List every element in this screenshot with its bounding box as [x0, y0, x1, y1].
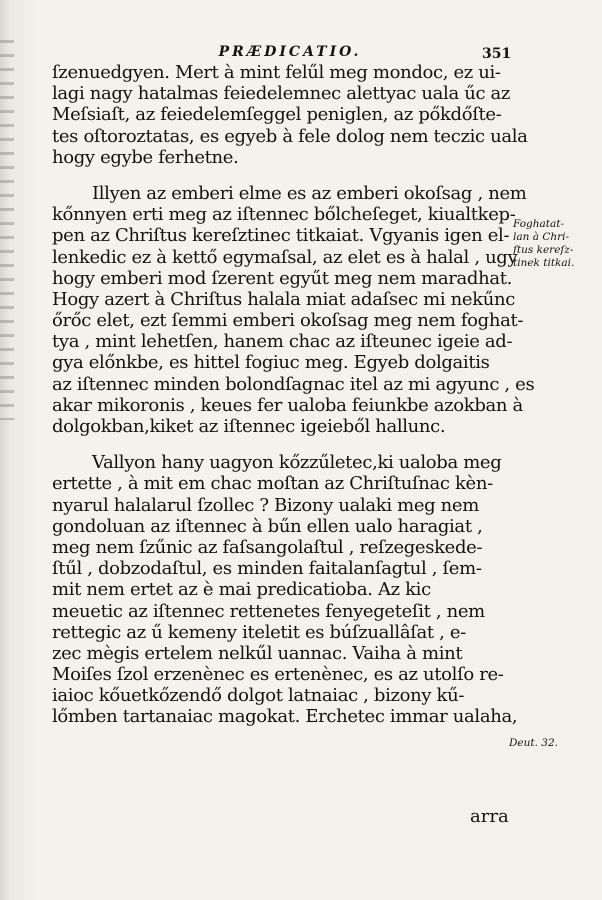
text-line: pen az Chriſtus kereſztinec titkaiat. Vgyanis igen el-	[52, 225, 510, 247]
text-line: iaioc kőuetkőzendő dolgot latnaiac , bizony kű-	[52, 685, 465, 707]
text-line: kőnnyen erti meg az iſtennec bőlcheſeget, kiualtkep-	[52, 204, 516, 226]
text-line: az iſtennec minden bolondſagnac itel az mi agyunc , es	[52, 373, 535, 395]
text-line: rettegic az ű kemeny iteletit es búſzuallâſat , e-	[52, 621, 466, 643]
text-line: meuetic az iſtennec rettenetes fenyegeteſit , nem	[52, 600, 485, 622]
running-head: PRÆDICATIO.	[218, 44, 362, 60]
text-line: ertette , à mit em chac moſtan az Chriſtuſnac kèn-	[52, 473, 493, 495]
text-line: lagi nagy hatalmas feiedelemnec alettyac uala űc az	[52, 83, 511, 105]
text-line: Hogy azert à Chriſtus halala miat adaſsec mi nekűnc	[52, 288, 515, 310]
text-line: zec mègis ertelem nelkűl uannac. Vaiha à mint	[52, 642, 463, 664]
margin-note-foghatatlan	[513, 218, 601, 270]
main-text	[52, 62, 535, 728]
text-line: ſtűl , dobzodaſtul, es minden faitalanſagtul , ſem-	[52, 558, 482, 580]
text-line: Vallyon hany uagyon kőzzűletec,ki ualoba meg	[92, 452, 502, 474]
text-line: nyarul halalarul ſzollec ? Bizony ualaki meg nem	[52, 494, 479, 516]
text-line: mit nem ertet az è mai predicatioba. Az kic	[52, 579, 431, 601]
margin-note-line: Deut. 32.	[509, 737, 558, 749]
margin-note-line: tinek titkai.	[513, 257, 575, 269]
text-line: tes oſtoroztatas, es egyeb à fele dolog nem teczic uala	[52, 125, 528, 147]
margin-note-line: ſtus kereſz-	[513, 244, 574, 256]
catchword: arra	[470, 806, 509, 827]
text-line: meg nem ſzűnic az faſsangolaſtul , reſzegeskede-	[52, 536, 483, 558]
text-line: hogy emberi mod ſzerent egyűt meg nem maradhat.	[52, 267, 512, 289]
paragraph-3	[52, 452, 518, 728]
text-line: hogy egybe ferhetne.	[52, 146, 239, 168]
margin-note-deut	[509, 737, 597, 750]
paragraph-1	[52, 62, 528, 168]
text-line: akar mikoronis , keues fer ualoba feiunkbe azokban à	[52, 394, 523, 416]
text-line: dolgokban,kiket az iſtennec igeieből hallunc.	[52, 416, 446, 437]
text-line: ſzenuedgyen. Mert à mint felűl meg mondoc, ez ui-	[52, 62, 501, 83]
paragraph-2	[52, 182, 535, 437]
text-line: lenkedic ez à kettő egymaſsal, az elet es à halal , ugy	[52, 246, 518, 268]
text-line: tya , mint lehetſen, hanem chac az iſteunec igeie ad-	[52, 331, 513, 353]
text-line: őrőc elet, ezt ſemmi emberi okoſsag meg nem foghat-	[52, 310, 524, 332]
margin-note-line: Foghatat-	[513, 218, 565, 230]
binding-gutter	[0, 40, 14, 420]
text-line: gondoluan az iſtennec à bűn ellen ualo haragiat ,	[52, 515, 483, 537]
text-line: Meſsiaſt, az feiedelemſeggel peniglen, az pőkdőſte-	[52, 104, 502, 126]
text-line: gya előnkbe, es hittel fogiuc meg. Egyeb dolgaitis	[52, 352, 490, 374]
margin-note-line: lan à Chri-	[513, 231, 570, 243]
text-line: lőmben tartanaiac magokat. Erchetec immar ualaha,	[52, 706, 518, 728]
page-number: 351	[482, 46, 512, 62]
text-line: Illyen az emberi elme es az emberi okoſsag , nem	[92, 182, 527, 204]
text-line: Moiſes ſzol erzenènec es ertenènec, es az utolſo re-	[52, 664, 504, 686]
